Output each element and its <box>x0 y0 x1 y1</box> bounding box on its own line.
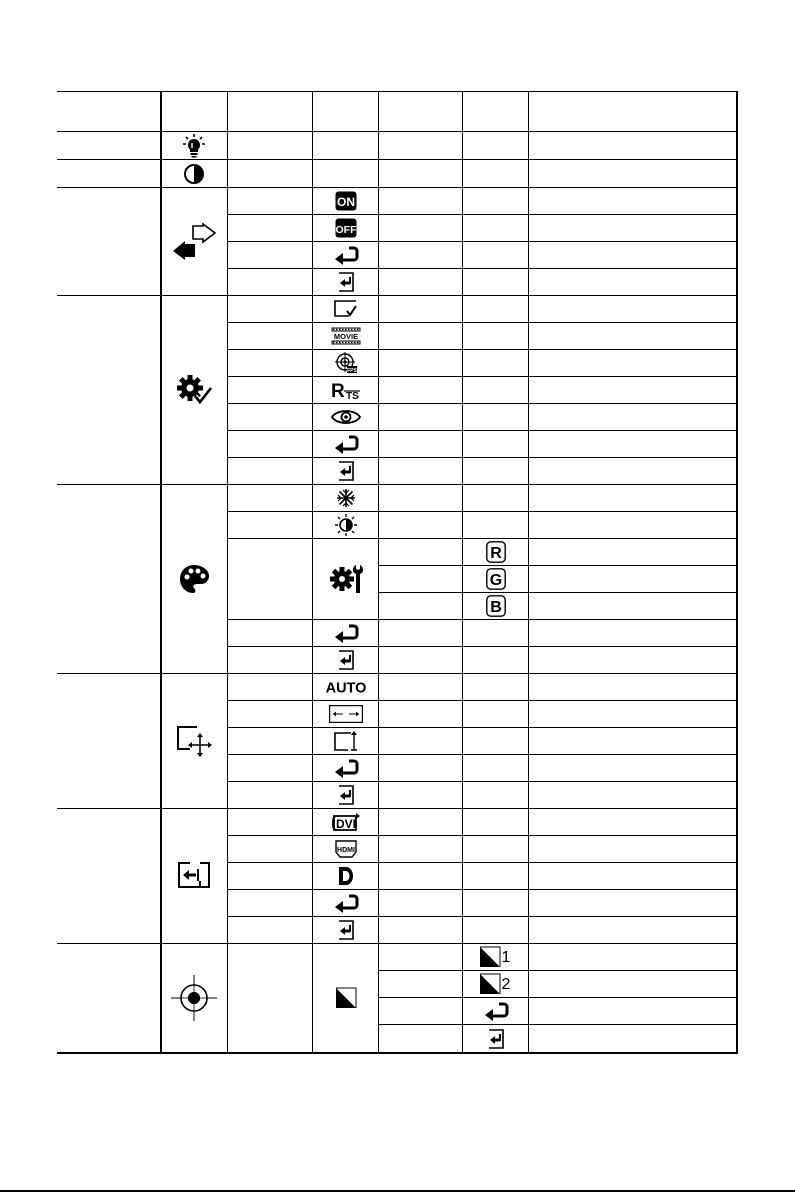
row-line <box>57 187 737 188</box>
contrast-icon <box>161 160 227 187</box>
row-line <box>228 781 737 782</box>
return-icon <box>313 755 378 781</box>
column-divider <box>378 91 379 1054</box>
crosshair-fps-icon <box>313 350 378 376</box>
eye-icon <box>313 404 378 430</box>
b-label: B <box>489 599 502 616</box>
palette-icon <box>161 485 227 673</box>
return-icon <box>463 998 528 1024</box>
return-icon <box>313 890 378 916</box>
column-divider <box>227 91 228 1054</box>
row-line <box>228 403 737 404</box>
exit-icon <box>313 647 378 673</box>
g-label: G <box>489 572 502 589</box>
vertical-frame-icon <box>313 728 378 754</box>
row-line <box>228 214 737 215</box>
one-label: 1 <box>501 949 510 966</box>
header-bottom-border <box>57 131 737 132</box>
exit-icon <box>313 917 378 943</box>
exit-icon <box>313 269 378 295</box>
horizontal-arrows-icon <box>313 701 378 727</box>
row-line <box>57 943 737 944</box>
row-line <box>228 241 737 242</box>
row-line <box>228 322 737 323</box>
blue-channel-icon <box>463 593 528 619</box>
row-line <box>228 889 737 890</box>
lightbulb-icon <box>161 132 227 159</box>
table-bottom-border <box>57 1052 737 1054</box>
row-line <box>228 646 737 647</box>
row-line <box>228 349 737 350</box>
move-icon <box>161 674 227 808</box>
row-line <box>228 835 737 836</box>
rts-ts-label: TS <box>345 391 359 402</box>
auto-label: AUTO <box>325 680 366 697</box>
row-line <box>228 457 737 458</box>
row-line <box>379 1024 737 1025</box>
row-line <box>228 916 737 917</box>
gear-wrench-icon <box>313 539 378 619</box>
row-line <box>228 376 737 377</box>
exit-icon <box>463 1025 528 1052</box>
r-label: R <box>489 545 502 562</box>
displayport-icon <box>313 863 378 889</box>
row-line <box>379 592 737 593</box>
return-icon <box>313 620 378 646</box>
table-top-border <box>57 91 737 92</box>
green-channel-icon <box>463 566 528 592</box>
on-label: ON <box>336 195 355 209</box>
return-icon <box>313 431 378 457</box>
off-label: OFF <box>335 224 356 236</box>
gear-check-icon <box>161 296 227 484</box>
rts-icon <box>313 377 378 403</box>
dvi-label: DVI <box>335 817 356 831</box>
row-line <box>57 808 737 809</box>
sun-half-icon <box>313 512 378 538</box>
row-line <box>228 700 737 701</box>
fps-label: FPS <box>346 367 357 374</box>
row-line <box>228 268 737 269</box>
on-icon <box>313 188 378 214</box>
red-channel-icon <box>463 539 528 565</box>
row-line <box>228 862 737 863</box>
row-line <box>379 997 737 998</box>
triangle-icon <box>313 944 378 1052</box>
rts-r-label: R <box>330 381 345 402</box>
exit-icon <box>313 458 378 484</box>
return-icon <box>313 242 378 268</box>
double-arrow-icon <box>161 188 227 295</box>
row-line <box>57 484 737 485</box>
triangle-two-icon <box>463 971 528 997</box>
row-line <box>228 430 737 431</box>
row-line <box>379 565 737 566</box>
dvi-icon <box>313 809 378 835</box>
row-line <box>228 619 737 620</box>
row-line <box>57 673 737 674</box>
osd-menu-table <box>57 91 737 1054</box>
movie-icon <box>313 323 378 349</box>
input-icon <box>161 809 227 943</box>
auto-icon <box>313 674 378 700</box>
crosshair-target-icon <box>161 944 227 1052</box>
monitor-check-icon <box>313 296 378 322</box>
hdmi-label: HDMI <box>336 847 355 854</box>
row-line <box>57 295 737 296</box>
triangle-one-icon <box>463 944 528 970</box>
two-label: 2 <box>501 976 510 993</box>
row-line <box>57 159 737 160</box>
row-line <box>228 511 737 512</box>
table-right-border <box>736 91 738 1054</box>
movie-label: MOVIE <box>333 332 358 341</box>
column-divider <box>528 91 529 1054</box>
row-line <box>228 727 737 728</box>
snowflake-icon <box>313 485 378 511</box>
exit-icon <box>313 782 378 808</box>
off-icon <box>313 215 378 241</box>
row-line <box>228 754 737 755</box>
hdmi-icon <box>313 836 378 862</box>
row-line <box>379 970 737 971</box>
